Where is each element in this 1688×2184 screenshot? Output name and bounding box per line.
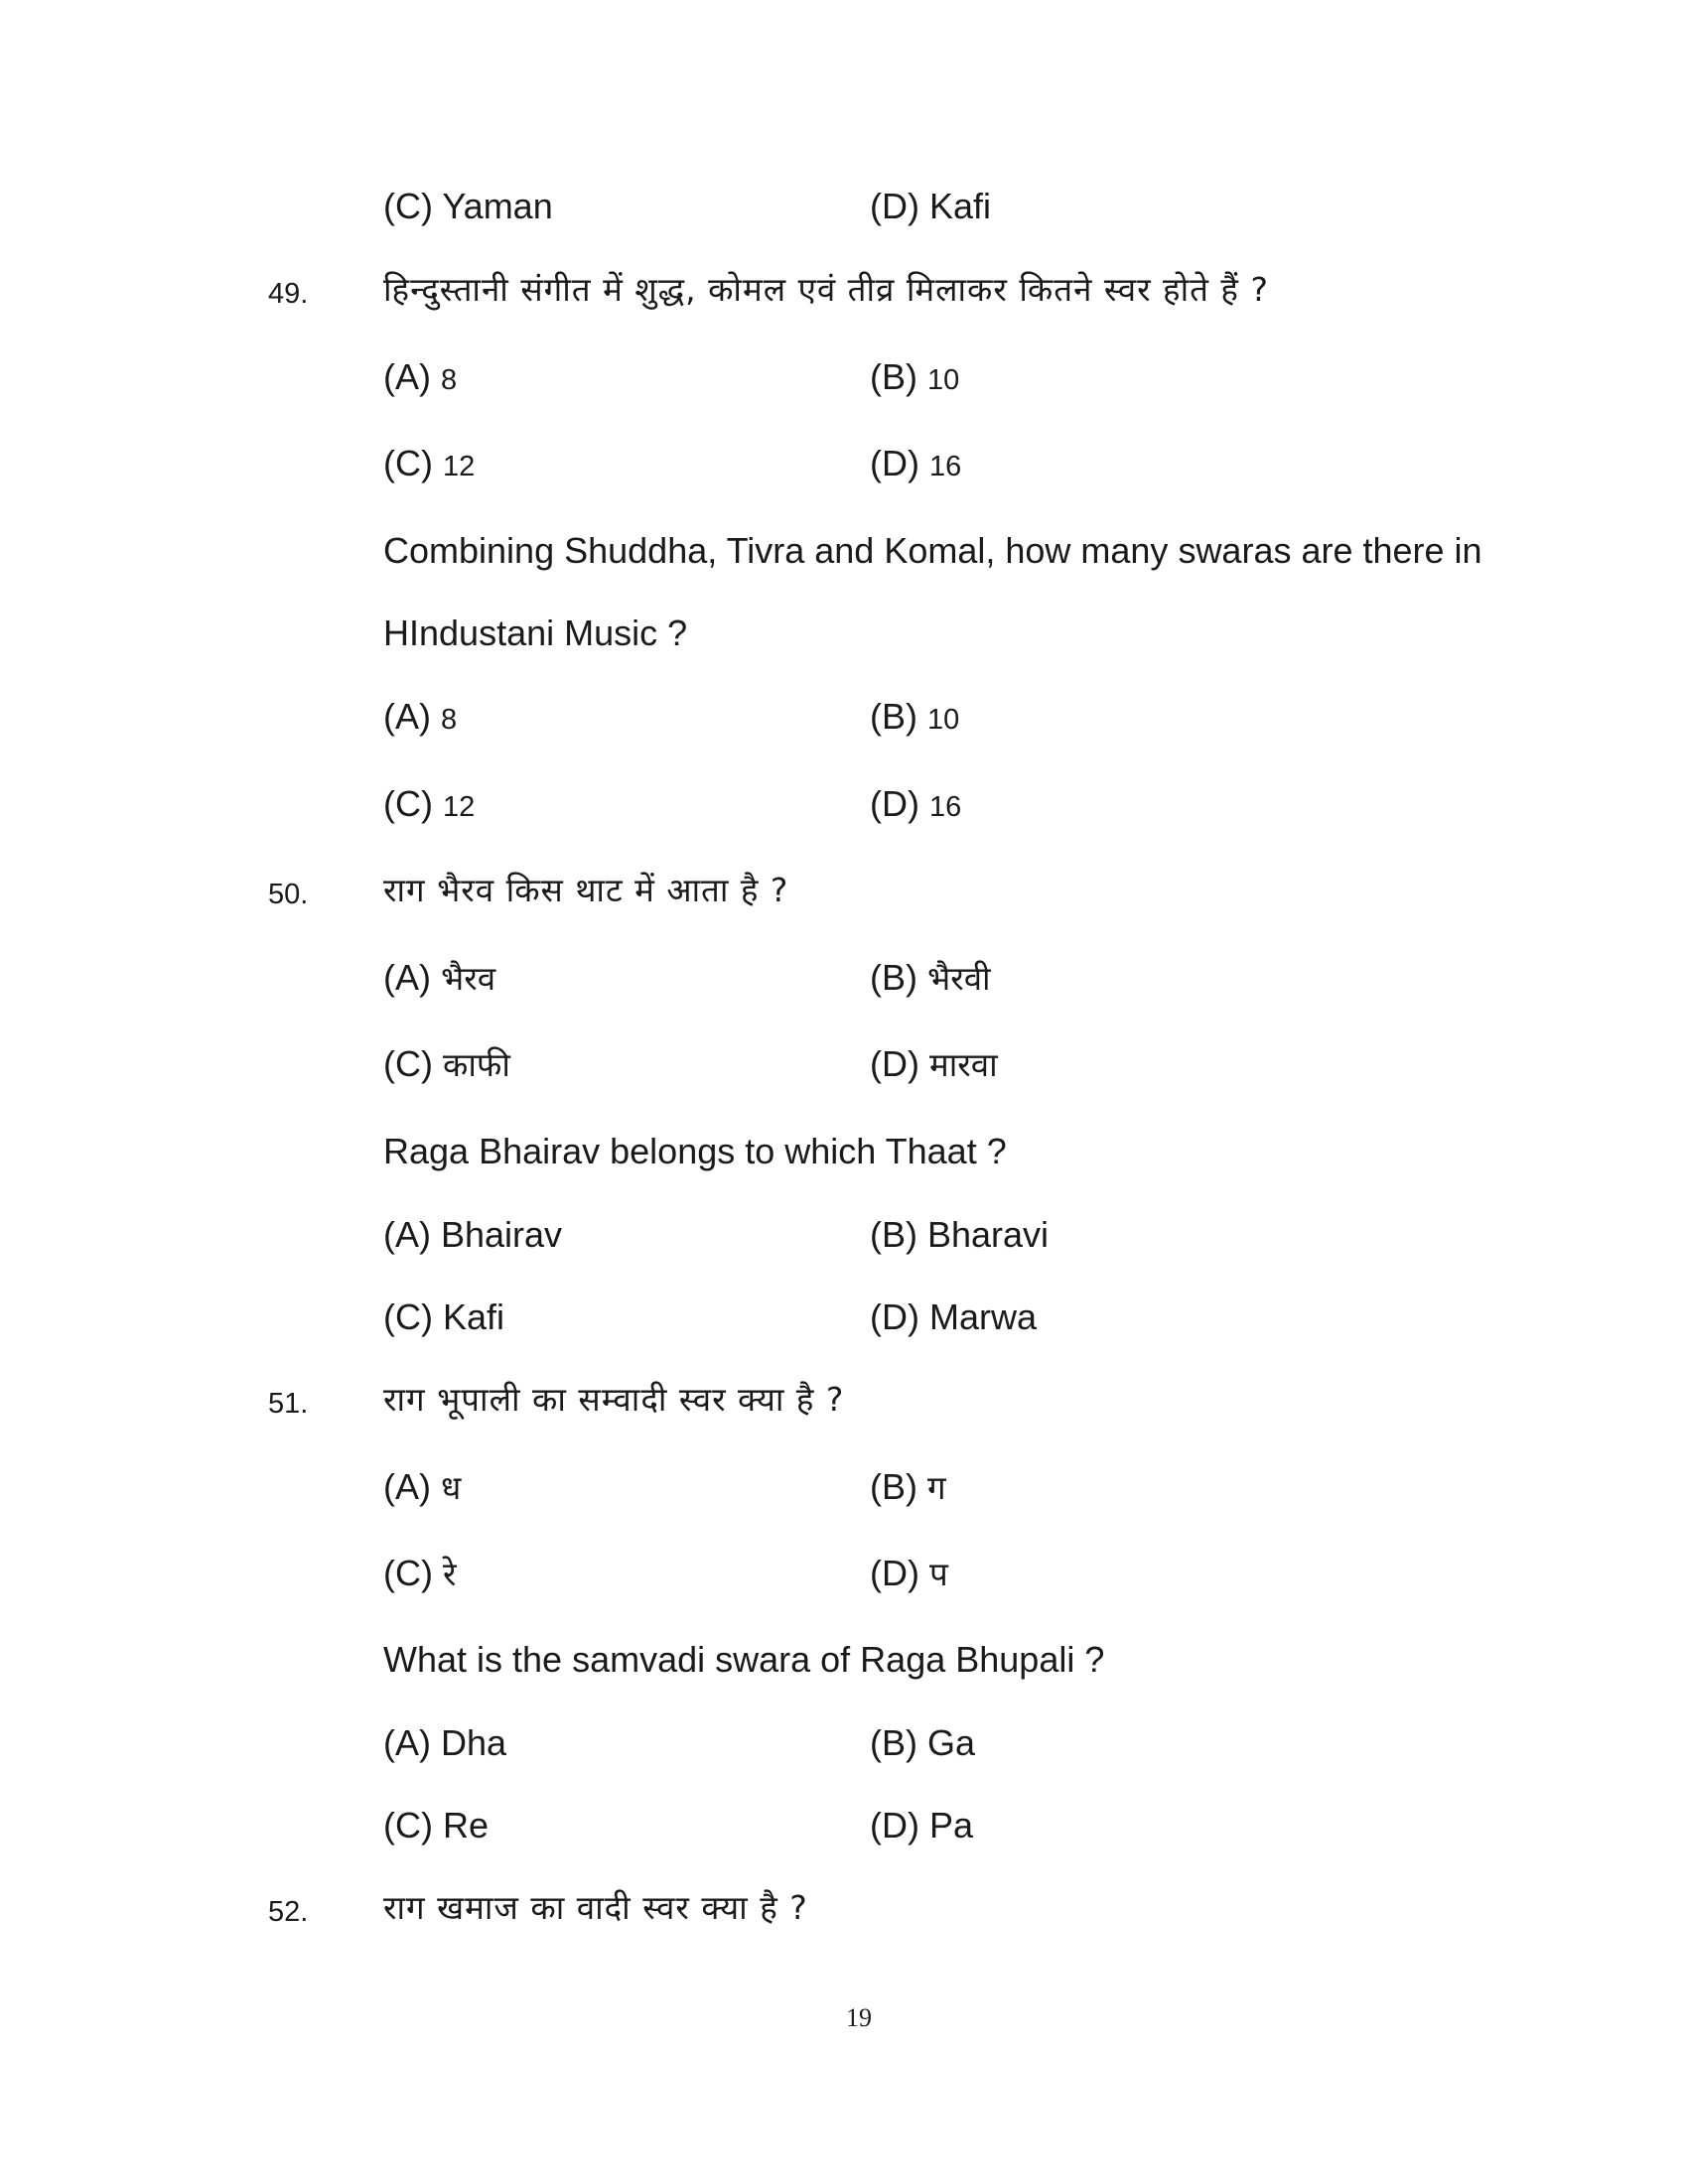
q50-hindi-option-a: (A) भैरव xyxy=(383,957,496,998)
question-number-51: 51. xyxy=(268,1388,309,1420)
q49-hindi-option-a: (A) 8 xyxy=(383,356,458,397)
q50-hindi-option-c: (C) काफी xyxy=(383,1043,510,1084)
q50-english-option-d: (D) Marwa xyxy=(870,1297,1037,1337)
question-51-hindi: राग भूपाली का सम्वादी स्वर क्या है ? xyxy=(383,1380,845,1419)
q51-hindi-option-b: (B) ग xyxy=(870,1466,946,1507)
q49-hindi-option-c: (C) 12 xyxy=(383,443,476,483)
page-number: 19 xyxy=(846,2003,872,2032)
q51-english-option-b: (B) Ga xyxy=(870,1722,976,1763)
question-49-hindi: हिन्दुस्तानी संगीत में शुद्ध, कोमल एवं तीव्र मिलाकर कितने स्वर होते हैं ? xyxy=(383,270,1269,309)
question-number-52: 52. xyxy=(268,1896,309,1928)
question-number-50: 50. xyxy=(268,879,309,910)
q50-english-option-a: (A) Bhairav xyxy=(383,1214,563,1255)
question-49-english-line2: HIndustani Music ? xyxy=(383,613,688,653)
q49-hindi-option-b: (B) 10 xyxy=(870,356,960,397)
q50-hindi-option-d: (D) मारवा xyxy=(870,1043,998,1084)
q51-english-option-a: (A) Dha xyxy=(383,1722,507,1763)
question-52-hindi: राग खमाज का वादी स्वर क्या है ? xyxy=(383,1888,808,1927)
question-number-49: 49. xyxy=(268,278,309,310)
q51-english-option-d: (D) Pa xyxy=(870,1805,974,1845)
q50-english-option-b: (B) Bharavi xyxy=(870,1214,1050,1255)
q49-english-option-b: (B) 10 xyxy=(870,696,960,737)
q49-english-option-a: (A) 8 xyxy=(383,696,458,737)
q49-hindi-option-d: (D) 16 xyxy=(870,443,962,483)
q49-english-option-c: (C) 12 xyxy=(383,783,476,824)
question-49-english-line1: Combining Shuddha, Tivra and Komal, how many swaras are there in xyxy=(383,530,1482,571)
q50-hindi-option-b: (B) भैरवी xyxy=(870,957,991,998)
question-50-english: Raga Bhairav belongs to which Thaat ? xyxy=(383,1131,1007,1171)
question-51-english: What is the samvadi swara of Raga Bhupali ? xyxy=(383,1639,1105,1680)
q51-hindi-option-a: (A) ध xyxy=(383,1466,462,1507)
question-50-hindi: राग भैरव किस थाट में आता है ? xyxy=(383,871,789,909)
q49-english-option-d: (D) 16 xyxy=(870,783,962,824)
option-c-yaman: (C) Yaman xyxy=(383,186,553,226)
q50-english-option-c: (C) Kafi xyxy=(383,1297,505,1337)
option-d-kafi: (D) Kafi xyxy=(870,186,992,226)
q51-english-option-c: (C) Re xyxy=(383,1805,489,1845)
q51-hindi-option-d: (D) प xyxy=(870,1553,948,1593)
q51-hindi-option-c: (C) रे xyxy=(383,1553,457,1593)
